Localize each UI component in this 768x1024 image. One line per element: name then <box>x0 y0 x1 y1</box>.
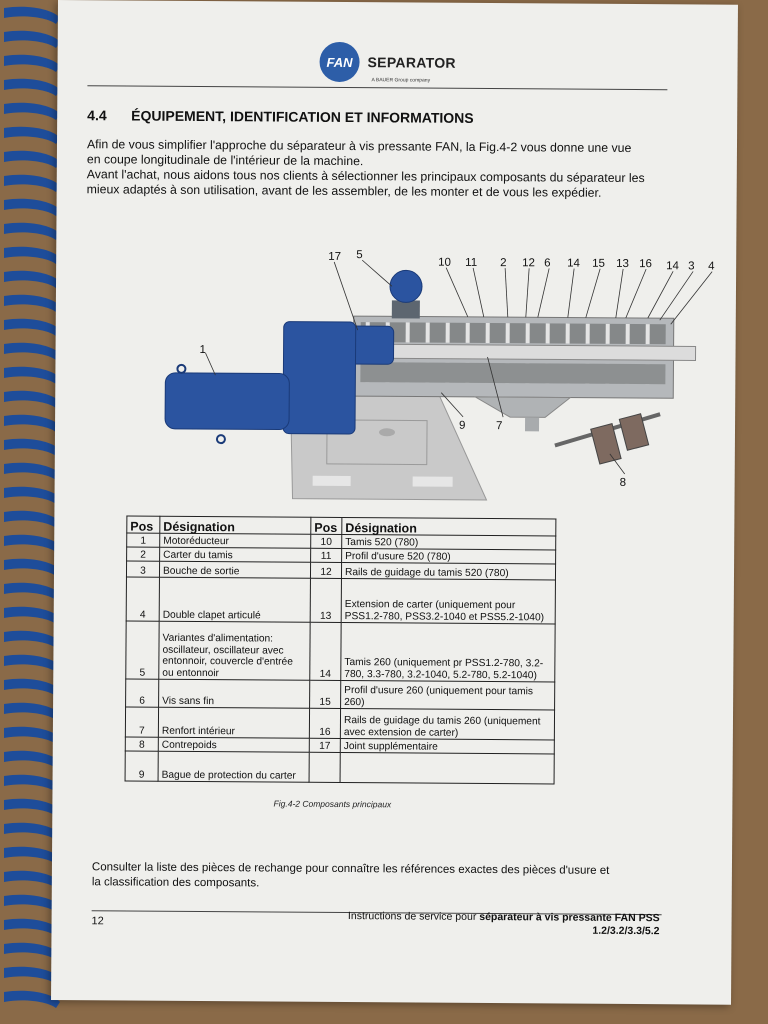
screen-lower-band <box>360 362 665 384</box>
gearbox <box>283 322 356 434</box>
motor-eye <box>177 365 185 373</box>
binding-coil <box>4 343 60 360</box>
table-row <box>125 751 554 784</box>
screen-rib <box>606 324 610 344</box>
table-cell: Tamis 260 (uniquement pr PSS1.2-780, 3.2-780, 3.3-780, 3.2-1040, 5.2-780, 5.2-1040) <box>341 622 555 681</box>
callout-label: 13 <box>616 257 630 270</box>
binding-coil <box>4 55 60 72</box>
binding-coil <box>4 79 60 96</box>
section-title: ÉQUIPEMENT, IDENTIFICATION ET INFORMATIONS <box>131 107 474 126</box>
table-cell: 11 <box>311 548 342 562</box>
table-cell: Contrepoids <box>158 737 309 752</box>
binding-coil <box>4 103 60 120</box>
logo-subtitle: A BAUER Group company <box>371 77 431 84</box>
binding-coil <box>4 631 60 648</box>
callout-label: 12 <box>522 257 536 270</box>
binding-coil <box>4 607 60 624</box>
callout-label: 14 <box>666 260 679 273</box>
footer-prefix: Instructions de service pour <box>347 910 480 923</box>
binding-coil <box>4 151 60 168</box>
header-designation: Désignation <box>160 516 311 534</box>
table-cell <box>340 752 554 783</box>
binding-coil <box>4 463 60 480</box>
binding-coil <box>4 415 60 432</box>
motor-eye <box>217 435 225 443</box>
section-number: 4.4 <box>87 107 107 124</box>
binding-coil <box>4 727 60 744</box>
table-cell: 4 <box>126 577 159 621</box>
callout-label: 17 <box>328 250 342 263</box>
footer-models: 1.2/3.2/3.3/5.2 <box>592 924 660 938</box>
callout-label: 4 <box>708 260 715 273</box>
screen-rib <box>546 323 550 343</box>
table-cell: Tamis 520 (780) <box>342 534 556 549</box>
table-cell: 17 <box>309 738 340 752</box>
logo-name: SEPARATOR <box>367 54 456 71</box>
intro-line: en coupe longitudinale de l'intérieur de la machine. <box>86 152 364 169</box>
binding-coil <box>4 367 60 384</box>
table-cell: 12 <box>310 562 341 578</box>
intro-line: Afin de vous simplifier l'approche du séparateur à vis pressante FAN, la Fig.4-2 vous donne une vue <box>86 137 632 156</box>
table-cell <box>309 752 340 782</box>
callout-label: 11 <box>465 256 478 269</box>
gear-motor <box>165 373 289 430</box>
note-line: Consulter la liste des pièces de rechange pour connaître les références exactes des pièces d'usure et <box>91 861 610 877</box>
table-cell: 3 <box>126 561 159 577</box>
intro-paragraph <box>87 137 677 201</box>
callout-label: 2 <box>500 257 507 270</box>
table-cell: 7 <box>125 707 158 737</box>
table-cell: Profil d'usure 520 (780) <box>342 548 556 563</box>
note-line: la classification des composants. <box>91 876 260 890</box>
manual-page <box>51 0 738 1005</box>
table-header-row <box>127 516 556 536</box>
callout-label: 16 <box>639 258 653 271</box>
header-pos: Pos <box>127 516 160 533</box>
screen-rib <box>506 323 510 343</box>
table-cell: Variantes d'alimentation: oscillateur, oscillateur avec entonnoir, couvercle d'entrée ou entonnoir <box>159 621 310 680</box>
stand-slot <box>413 476 453 486</box>
stand-slot <box>313 476 351 486</box>
screen-rib <box>526 323 530 343</box>
footer-title-bold: séparateur à vis pressante FAN PSS <box>479 910 660 925</box>
fan-logo-icon: FAN <box>319 42 359 82</box>
table-cell: 14 <box>310 622 341 680</box>
callout-label: 3 <box>688 260 695 273</box>
table-cell: 1 <box>127 533 160 547</box>
table-row <box>126 621 555 682</box>
table-cell: 16 <box>309 708 340 738</box>
binding-coil <box>4 7 60 24</box>
binding-coil <box>4 535 60 552</box>
table-cell: 6 <box>126 679 159 707</box>
table-cell: 10 <box>311 534 342 548</box>
table-cell: Renfort intérieur <box>158 707 309 738</box>
counterweight <box>591 424 621 464</box>
callout-label: 10 <box>438 256 452 269</box>
table-row <box>126 679 555 710</box>
outlet-pipe <box>525 417 539 431</box>
table-cell: 2 <box>127 547 160 561</box>
callout-label: 14 <box>567 257 581 270</box>
callout-label: 5 <box>356 249 363 262</box>
separator-cross-section-figure <box>114 242 715 506</box>
screen-rib <box>446 323 450 343</box>
binding-coil <box>4 655 60 672</box>
figure-caption: Fig.4-2 Composants principaux <box>273 798 392 810</box>
footer-title <box>259 909 659 938</box>
screen-rib <box>646 324 650 344</box>
table-cell: Bouche de sortie <box>159 561 310 578</box>
screen-rib <box>626 324 630 344</box>
binding-coil <box>4 391 60 408</box>
components-table <box>125 515 557 784</box>
binding-coil <box>4 511 60 528</box>
table-cell: Motoréducteur <box>160 533 311 548</box>
intro-line: mieux adaptés à son utilisation, avant de les assembler, de les monter et de vous les expédier. <box>86 182 602 200</box>
oscillator-motor <box>390 270 422 302</box>
table-row <box>126 577 555 624</box>
callout-label: 8 <box>619 476 627 489</box>
table-cell: Bague de protection du carter <box>158 751 309 782</box>
callout-label: 9 <box>458 419 466 432</box>
screen-rib <box>486 323 490 343</box>
table-cell: Carter du tamis <box>160 547 311 562</box>
table-cell: Extension de carter (uniquement pour PSS1.2-780, PSS3.2-1040 et PSS5.2-1040) <box>341 578 555 623</box>
separator-logo <box>319 42 489 93</box>
callout-label: 6 <box>544 257 551 270</box>
table-cell: 8 <box>125 737 158 751</box>
binding-coil <box>4 679 60 696</box>
table-cell: 5 <box>126 621 159 679</box>
feeder-neck <box>392 300 420 318</box>
binding-coil <box>4 199 60 216</box>
callout-label: 15 <box>592 257 606 270</box>
binding-coil <box>4 751 60 768</box>
binding-coil <box>4 487 60 504</box>
table-cell: 15 <box>310 680 341 708</box>
table-cell: Rails de guidage du tamis 260 (uniquement avec extension de carter) <box>340 708 554 739</box>
callout-label: 1 <box>199 343 207 357</box>
screen-rib <box>566 324 570 344</box>
page-number: 12 <box>91 915 104 928</box>
table-cell: Profil d'usure 260 (uniquement pour tamis 260) <box>341 680 555 709</box>
table-cell: 9 <box>125 751 158 781</box>
intro-line: Avant l'achat, nous aidons tous nos clients à sélectionner les principaux composants du séparateur les <box>86 167 645 186</box>
binding-coil <box>4 295 60 312</box>
table-cell: Joint supplémentaire <box>340 738 554 753</box>
binding-coil <box>4 559 60 576</box>
screen-rib <box>466 323 470 343</box>
table-cell: 13 <box>310 578 341 622</box>
binding-coil <box>4 175 60 192</box>
header-designation: Désignation <box>342 517 556 535</box>
header-pos: Pos <box>311 517 342 534</box>
binding-coil <box>4 439 60 456</box>
binding-coil <box>4 703 60 720</box>
table-row <box>125 707 554 740</box>
table-cell: Double clapet articulé <box>159 577 310 622</box>
screen-rib <box>426 323 430 343</box>
binding-coil <box>4 247 60 264</box>
callout-label: 7 <box>495 420 503 433</box>
outlet-funnel <box>475 397 570 418</box>
screen-rib <box>586 324 590 344</box>
table-cell: Rails de guidage du tamis 520 (780) <box>341 562 555 579</box>
binding-coil <box>4 223 60 240</box>
binding-coil <box>4 319 60 336</box>
screen-rib <box>406 322 410 342</box>
binding-coil <box>4 31 60 48</box>
table-cell: Vis sans fin <box>159 679 310 708</box>
binding-coil <box>4 271 60 288</box>
screw-shaft <box>351 344 696 360</box>
binding-coil <box>4 583 60 600</box>
binding-coil <box>4 127 60 144</box>
spare-parts-note <box>92 860 692 894</box>
